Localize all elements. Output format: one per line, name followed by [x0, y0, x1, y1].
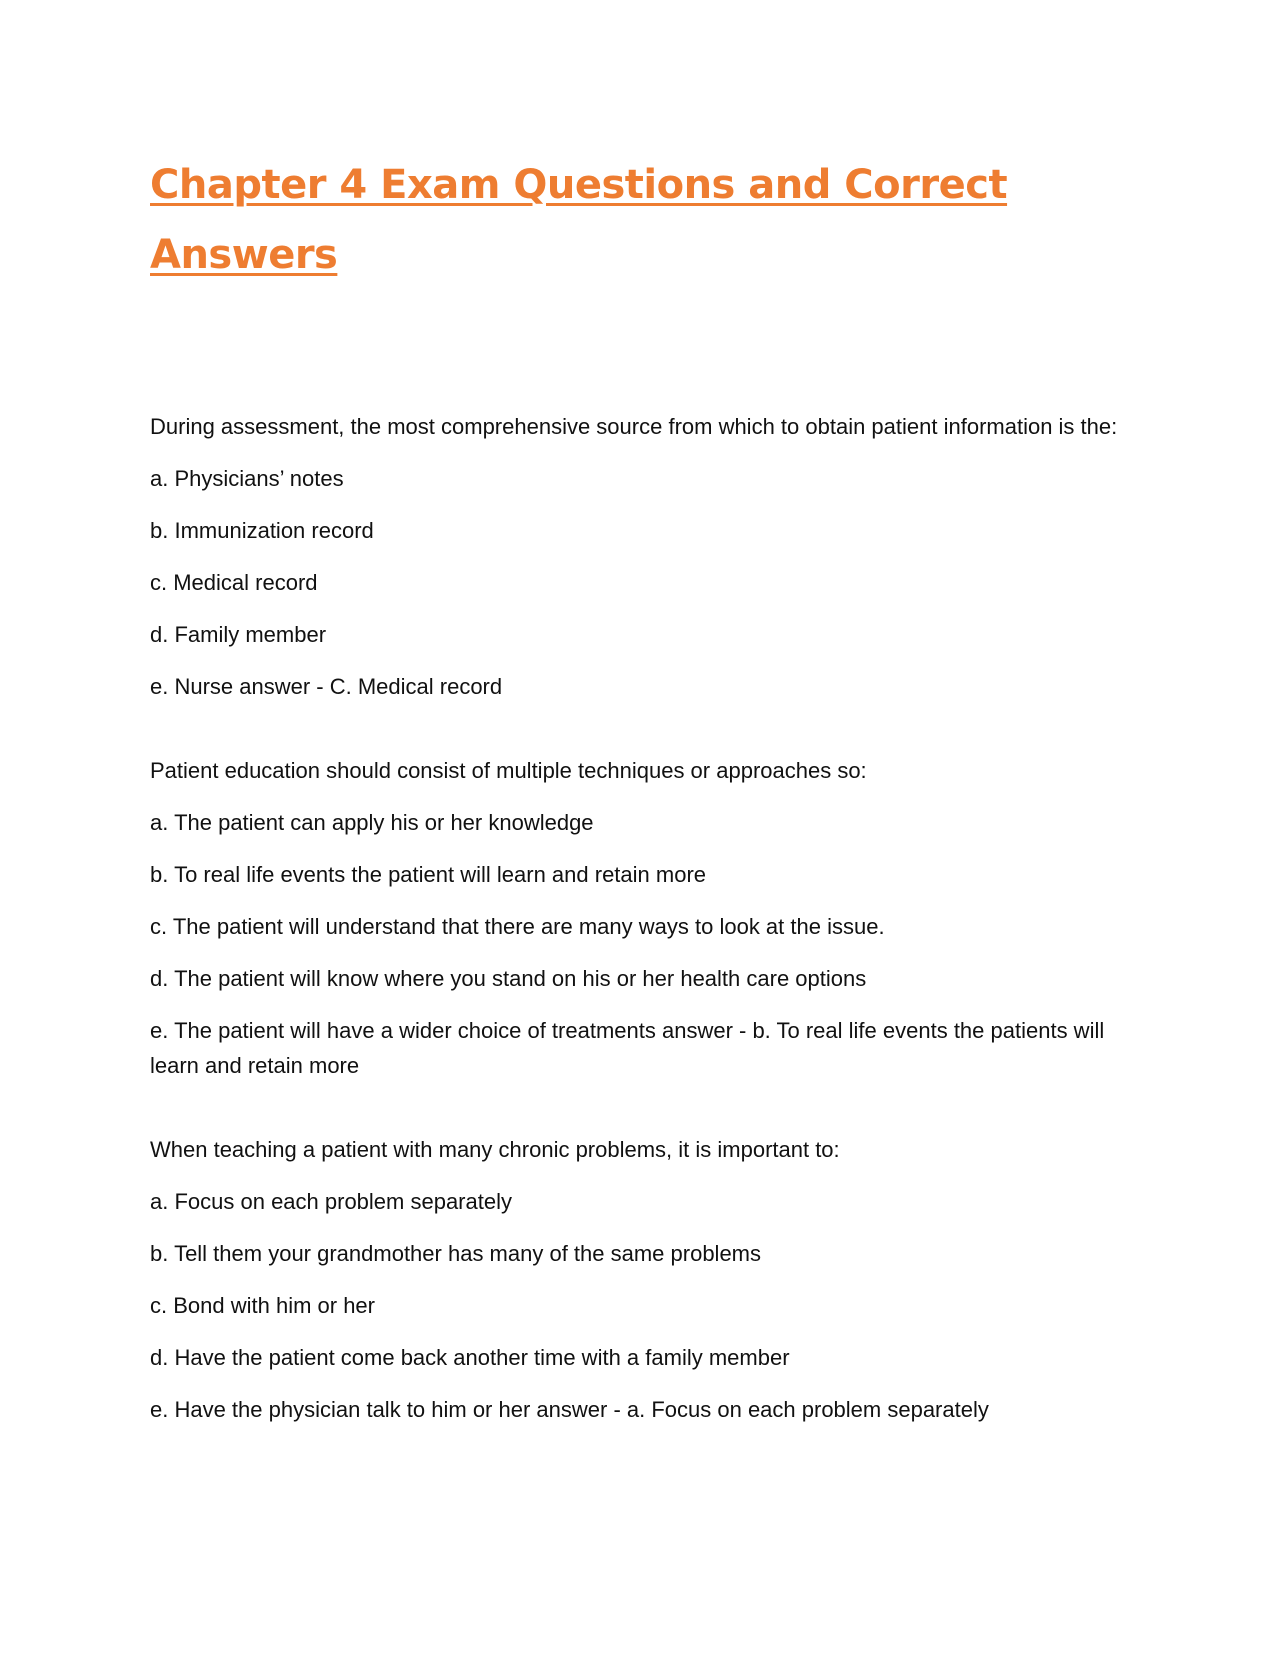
answer-option-e: e. The patient will have a wider choice of treatments answer - b. To real life events the patients will learn and retain more [150, 1018, 1105, 1078]
question-stem: During assessment, the most comprehensive source from which to obtain patient information is the: [150, 414, 1118, 439]
answer-option-d: d. Family member [150, 622, 327, 647]
answer-option-b: b. Tell them your grandmother has many of the same problems [150, 1241, 762, 1266]
answer-option-a: a. The patient can apply his or her knowledge [150, 810, 594, 835]
answer-option-b: b. To real life events the patient will learn and retain more [150, 862, 707, 887]
answer-option-c: c. Bond with him or her [150, 1293, 375, 1318]
answer-option-a: a. Physicians’ notes [150, 466, 344, 491]
question-block-2 [150, 753, 1130, 1083]
answer-option-d: d. Have the patient come back another time with a family member [150, 1345, 790, 1370]
question-stem: When teaching a patient with many chronic problems, it is important to: [150, 1137, 840, 1162]
question-block-3 [150, 1132, 1130, 1427]
answer-option-a: a. Focus on each problem separately [150, 1189, 512, 1214]
answer-option-e: e. Nurse answer - C. Medical record [150, 674, 503, 699]
answer-option-c: c. Medical record [150, 570, 318, 595]
question-stem: Patient education should consist of multiple techniques or approaches so: [150, 758, 867, 783]
question-block-1 [150, 409, 1130, 704]
answer-option-d: d. The patient will know where you stand on his or her health care options [150, 966, 867, 991]
answer-option-e: e. Have the physician talk to him or her answer - a. Focus on each problem separately [150, 1397, 989, 1422]
answer-option-b: b. Immunization record [150, 518, 374, 543]
document-title: Chapter 4 Exam Questions and Correct Answers [150, 162, 1008, 278]
question-list [150, 409, 1130, 1476]
answer-option-c: c. The patient will understand that there are many ways to look at the issue. [150, 914, 885, 939]
